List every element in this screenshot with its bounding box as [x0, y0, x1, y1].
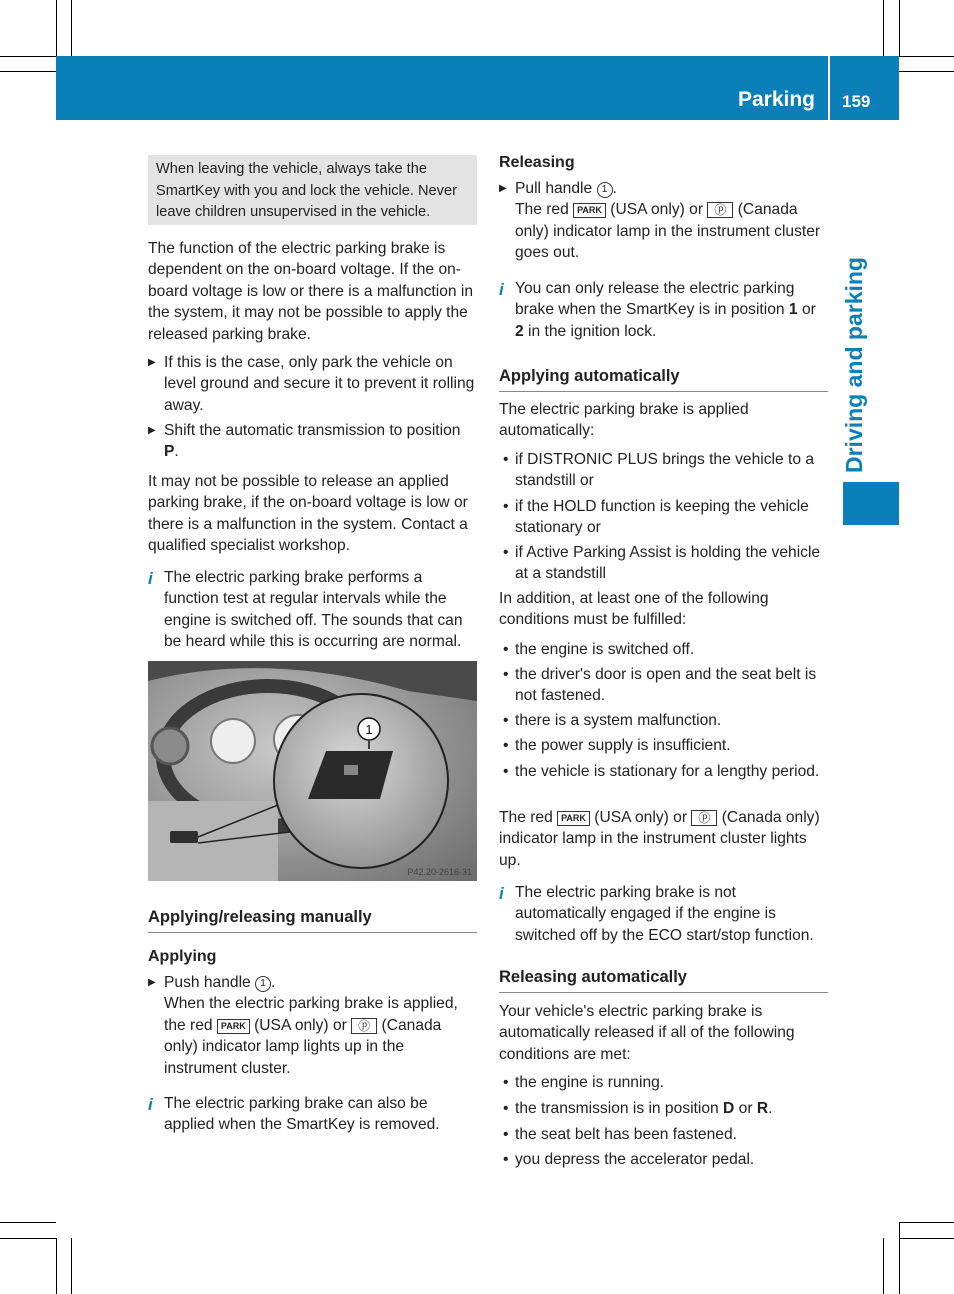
info-text: or [801, 301, 816, 319]
park-lamp-icon: PARK [217, 1019, 250, 1034]
parking-brake-figure [148, 661, 477, 881]
crop-mark [899, 1222, 954, 1223]
gauge-left [211, 719, 255, 763]
crop-mark [56, 0, 57, 56]
gear-position: D [723, 1100, 735, 1117]
dashboard-illustration [148, 661, 477, 881]
paragraph: In addition, at least one of the following conditions must be fulfilled: [499, 590, 769, 629]
list-item: • the power supply is insufficient. [499, 735, 828, 756]
paragraph: The function of the electric parking brake is dependent on the on-board voltage. If the on-board voltage is low or there is a malfunction in the system, it may not be possible to apply the released parking brake. [148, 240, 474, 343]
info-note [148, 567, 477, 653]
info-note [499, 278, 828, 342]
result-text: (USA only) or [254, 1016, 347, 1034]
list-item: • the engine is switched off. [499, 639, 828, 660]
crop-mark [71, 0, 72, 56]
crop-mark [899, 0, 900, 56]
figure-ref-code: P42.20-2616-31 [407, 867, 472, 877]
gear-position: R [756, 1100, 769, 1117]
crop-mark [0, 71, 56, 72]
section-heading: Applying automatically [499, 366, 828, 392]
list-item: • the transmission is in position D or R. [499, 1098, 828, 1119]
crop-mark [71, 1238, 72, 1294]
chapter-tab [843, 482, 899, 525]
info-text: You can only release the electric parking brake when the SmartKey is in position [515, 280, 795, 319]
crop-mark [899, 1222, 900, 1294]
paragraph: Your vehicle's electric parking brake is automatically released if all of the following conditions are met: [499, 1003, 795, 1063]
warning-text: When leaving the vehicle, always take the SmartKey with you and lock the vehicle. Never leave children unsupervised in the vehicle. [156, 161, 457, 220]
lamp-text: The red [499, 809, 553, 826]
callout-number: 1 [365, 722, 373, 737]
list-item: • there is a system malfunction. [499, 710, 828, 731]
list-item: • the seat belt has been fastened. [499, 1124, 828, 1145]
p-lamp-icon: ⓟ [707, 202, 733, 218]
subheading: Applying [148, 948, 217, 965]
result-text: (Canada only) indicator lamp lights up in the instrument cluster. [164, 1016, 442, 1077]
result-text: (Canada only) indicator lamp in the instrument cluster goes out. [515, 201, 821, 262]
list-item: • if DISTRONIC PLUS brings the vehicle to a standstill or [499, 449, 828, 492]
crop-mark [899, 71, 954, 72]
list-item: • if the HOLD function is keeping the vehicle stationary or [499, 496, 828, 539]
crop-mark [883, 0, 884, 56]
info-text: The electric parking brake performs a function test at regular intervals while the engine is switched off. The sounds that can be heard while this is occurring are normal. [164, 569, 463, 651]
crop-mark [0, 1238, 56, 1239]
info-text: The electric parking brake can also be applied when the SmartKey is removed. [164, 1095, 440, 1134]
page-header [56, 56, 899, 120]
section-heading: Releasing automatically [499, 967, 828, 993]
list-text: or [738, 1100, 753, 1117]
p-lamp-icon: ⓟ [691, 810, 717, 826]
lamp-text: (USA only) or [594, 809, 688, 826]
paragraph: The electric parking brake is applied automatically: [499, 401, 749, 440]
result-text: When the electric parking brake is applied, the red [164, 995, 458, 1034]
crop-mark [899, 56, 954, 57]
crop-mark [0, 56, 56, 57]
info-text: in the ignition lock. [528, 322, 657, 340]
crop-mark [883, 1238, 884, 1294]
chapter-title: Driving and parking [841, 257, 867, 473]
result-text: (USA only) or [610, 201, 704, 219]
info-icon: i [148, 1095, 153, 1114]
park-symbol-on-handle [344, 765, 358, 775]
gear-position: P [164, 443, 175, 461]
ignition-position: 1 [788, 301, 798, 319]
paragraph: It may not be possible to release an applied parking brake, if the on-board voltage is low or there is a malfunction in the system. Contact a qualified specialist workshop. [148, 473, 468, 555]
info-text: The electric parking brake is not automatically engaged if the engine is switched off by the ECO start/stop function. [515, 884, 814, 944]
ignition-position: 2 [515, 322, 524, 340]
callout-1-icon: 1 [597, 182, 613, 198]
subheading: Releasing [499, 154, 575, 171]
paragraph [499, 807, 828, 871]
list-text: the transmission is in position [515, 1100, 719, 1117]
info-icon: i [148, 569, 153, 588]
list-item: • the vehicle is stationary for a lengthy period. [499, 761, 828, 782]
crop-mark [56, 1238, 57, 1294]
step-text: If this is the case, only park the vehicle on level ground and secure it to prevent it rolling away. [164, 354, 475, 414]
instruction-step: ▶ Push handle 1 . When the electric parking brake is applied, the red PARK (USA only) or ⓟ (Canada only) indicator lamp lights up in the instrument cluster. [148, 972, 477, 1079]
warning-box [148, 155, 477, 225]
step-text: Pull handle [515, 180, 593, 197]
step-text: Push handle [164, 974, 251, 991]
crop-mark [899, 1238, 954, 1239]
info-note [148, 1093, 477, 1136]
park-lamp-icon: PARK [573, 203, 606, 218]
instruction-step: ▶ Shift the automatic transmission to position P. [148, 420, 477, 463]
list-item: • if Active Parking Assist is holding the vehicle at a standstill [499, 542, 828, 585]
list-item: • the engine is running. [499, 1072, 828, 1093]
result-text: The red [515, 201, 569, 219]
page-number: 159 [842, 92, 871, 111]
list-item: • the driver's door is open and the seat belt is not fastened. [499, 664, 828, 707]
info-icon: i [499, 884, 504, 903]
lamp-text: (Canada only) indicator lamp in the instrument cluster lights up. [499, 809, 820, 869]
section-title: Parking [737, 88, 815, 111]
info-note [499, 882, 828, 946]
air-vent [152, 728, 188, 764]
instruction-step: ▶ Pull handle 1 . The red PARK (USA only) or ⓟ (Canada only) indicator lamp in the instrument cluster goes out. [499, 178, 828, 264]
park-lamp-icon: PARK [557, 811, 590, 826]
info-icon: i [499, 280, 504, 299]
brake-handle-small [170, 831, 198, 843]
crop-mark [0, 1222, 56, 1223]
callout-1-icon: 1 [255, 976, 271, 992]
step-text: Shift the automatic transmission to position [164, 422, 461, 439]
list-item: • you depress the accelerator pedal. [499, 1149, 828, 1170]
section-heading: Applying/releasing manually [148, 907, 477, 933]
instruction-step [148, 352, 477, 416]
header-divider [828, 56, 830, 120]
p-lamp-icon: ⓟ [351, 1018, 377, 1034]
